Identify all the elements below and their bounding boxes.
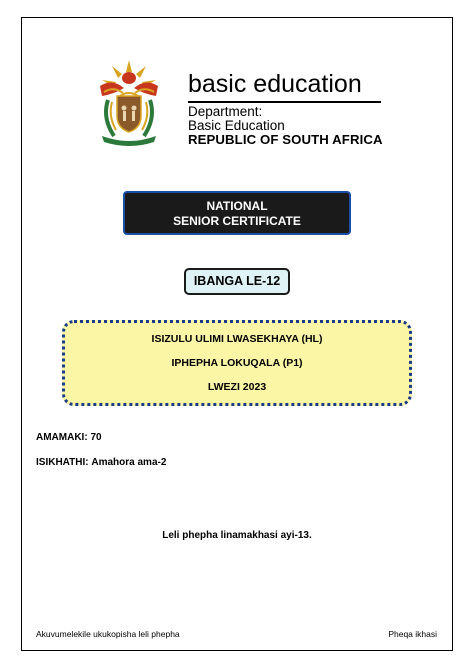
exam-session: LWEZI 2023 bbox=[207, 381, 267, 393]
subject-box bbox=[62, 320, 412, 406]
turn-page-footer: Pheqa ikhasi bbox=[388, 629, 437, 639]
brand-title: basic education bbox=[188, 70, 362, 98]
marks-row bbox=[36, 432, 102, 443]
time-label: ISIKHATHI: bbox=[36, 457, 89, 468]
paper-number: IPHEPHA LOKUQALA (P1) bbox=[171, 357, 303, 369]
department-label: Department: bbox=[188, 104, 263, 119]
certificate-line-1: NATIONAL bbox=[206, 199, 268, 213]
subject-name: ISIZULU ULIMI LWASEKHAYA (HL) bbox=[151, 333, 323, 345]
certificate-line-2: SENIOR CERTIFICATE bbox=[173, 214, 301, 228]
copyright-footer: Akuvumelekile ukukopisha leli phepha bbox=[36, 629, 180, 639]
department-name: Basic Education bbox=[188, 118, 285, 133]
brand-divider bbox=[188, 101, 381, 103]
coat-of-arms-icon bbox=[92, 56, 166, 148]
time-value: Amahora ama-2 bbox=[91, 457, 167, 468]
country-name: REPUBLIC OF SOUTH AFRICA bbox=[188, 132, 383, 147]
marks-value: 70 bbox=[90, 432, 102, 443]
marks-label: AMAMAKI: bbox=[36, 432, 88, 443]
time-row bbox=[36, 457, 166, 468]
certificate-box bbox=[123, 191, 351, 235]
grade-badge: IBANGA LE-12 bbox=[184, 268, 290, 295]
page-count-note: Leli phepha linamakhasi ayi-13. bbox=[162, 530, 312, 541]
